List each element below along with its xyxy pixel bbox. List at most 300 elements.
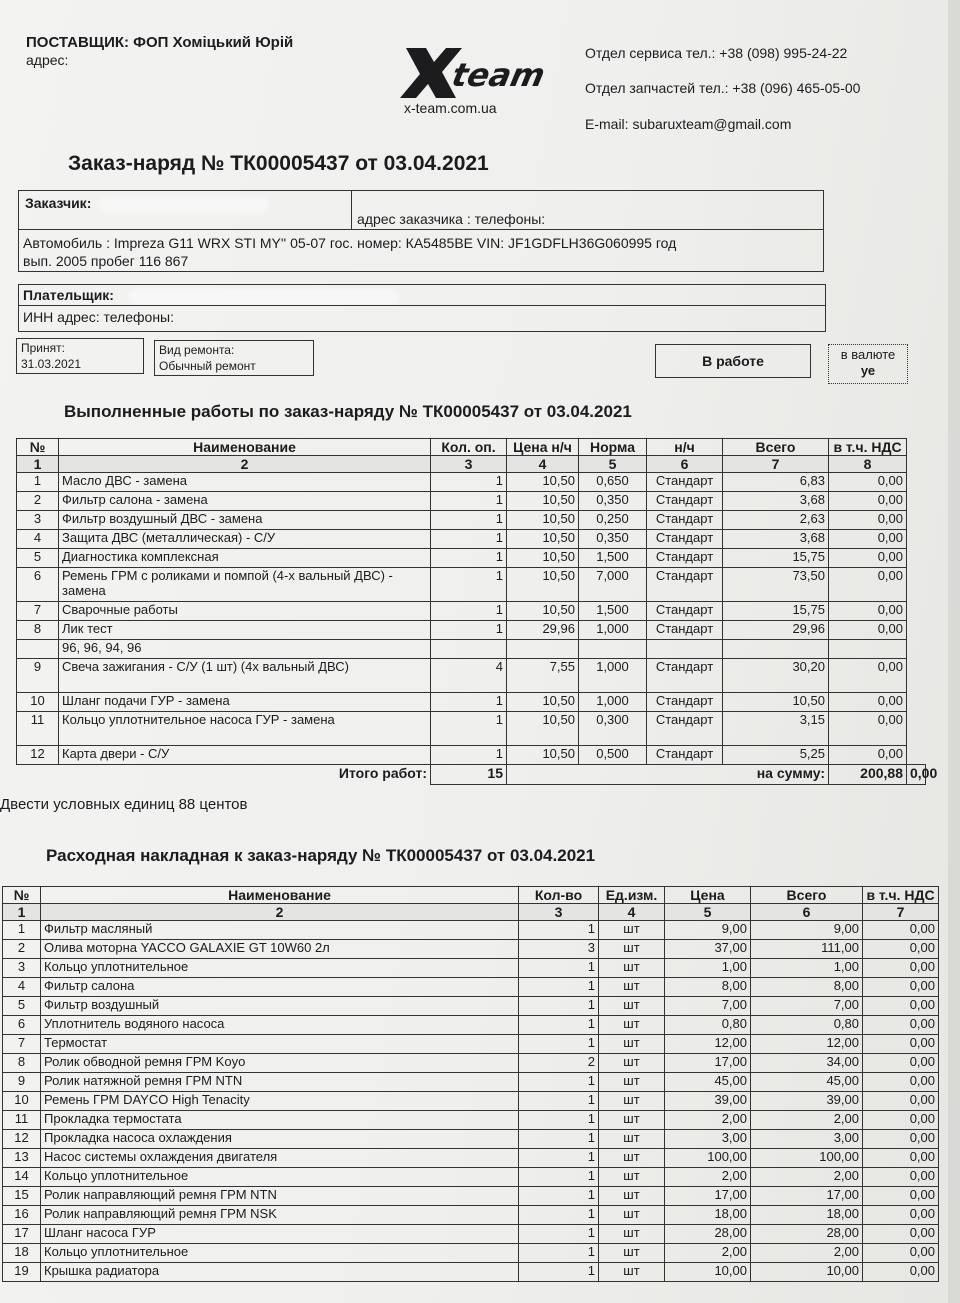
works-header-cell: Кол. оп. <box>431 439 507 456</box>
work-price: 10,50 <box>507 530 579 549</box>
works-header-cell: Наименование <box>59 439 431 456</box>
work-name: Кольцо уплотнительное насоса ГУР - замена <box>59 712 431 746</box>
part-total: 7,00 <box>751 997 863 1016</box>
part-name: Ролик направляющий ремня ГРМ NTN <box>41 1187 519 1206</box>
parts-index-cell: 2 <box>41 904 519 921</box>
work-hour-type <box>647 640 723 659</box>
work-hour-type: Стандарт <box>647 693 723 712</box>
work-hour-type: Стандарт <box>647 530 723 549</box>
work-hour-type: Стандарт <box>647 549 723 568</box>
part-qty: 1 <box>519 921 599 940</box>
work-vat: 0,00 <box>829 530 907 549</box>
parts-row <box>3 1016 939 1035</box>
work-total: 10,50 <box>723 693 829 712</box>
work-vat: 0,00 <box>829 659 907 693</box>
work-norm <box>579 640 647 659</box>
work-price: 10,50 <box>507 712 579 746</box>
part-price: 45,00 <box>665 1073 751 1092</box>
row-number: 9 <box>17 659 59 693</box>
part-vat: 0,00 <box>863 997 939 1016</box>
work-norm: 0,250 <box>579 511 647 530</box>
svg-text:team: team <box>448 56 549 94</box>
work-qty: 1 <box>431 549 507 568</box>
part-vat: 0,00 <box>863 1206 939 1225</box>
row-number: 11 <box>17 712 59 746</box>
part-unit: шт <box>599 1092 665 1111</box>
work-price <box>507 640 579 659</box>
part-unit: шт <box>599 1263 665 1282</box>
parts-row <box>3 1187 939 1206</box>
part-total: 3,00 <box>751 1130 863 1149</box>
works-index-cell: 4 <box>507 456 579 473</box>
row-number <box>17 640 59 659</box>
work-price: 7,55 <box>507 659 579 693</box>
part-unit: шт <box>599 940 665 959</box>
part-qty: 1 <box>519 1092 599 1111</box>
work-hour-type: Стандарт <box>647 746 723 765</box>
parts-header-cell: Всего <box>751 887 863 904</box>
parts-row <box>3 1092 939 1111</box>
part-price: 17,00 <box>665 1054 751 1073</box>
row-number: 4 <box>3 978 41 997</box>
part-qty: 1 <box>519 1168 599 1187</box>
work-price: 10,50 <box>507 549 579 568</box>
work-norm: 0,650 <box>579 473 647 492</box>
parts-section-title: Расходная накладная к заказ-наряду № ТК00005437 от 03.04.2021 <box>46 846 596 865</box>
currency-line1: в валюте <box>840 347 896 362</box>
works-section-title: Выполненные работы по заказ-наряду № ТК00005437 от 03.04.2021 <box>64 402 632 421</box>
part-qty: 1 <box>519 1035 599 1054</box>
work-vat: 0,00 <box>829 511 907 530</box>
row-number: 6 <box>3 1016 41 1035</box>
part-total: 2,00 <box>751 1111 863 1130</box>
work-vat: 0,00 <box>829 621 907 640</box>
part-total: 1,00 <box>751 959 863 978</box>
part-total: 28,00 <box>751 1225 863 1244</box>
work-norm: 1,000 <box>579 621 647 640</box>
works-sum-label: на сумму: <box>507 765 829 785</box>
part-qty: 1 <box>519 1016 599 1035</box>
part-total: 34,00 <box>751 1054 863 1073</box>
part-qty: 1 <box>519 1111 599 1130</box>
part-name: Фильтр салона <box>41 978 519 997</box>
works-header-row <box>17 439 926 456</box>
part-name: Кольцо уплотнительное <box>41 1244 519 1263</box>
part-name: Ролик натяжной ремня ГРМ NTN <box>41 1073 519 1092</box>
part-price: 2,00 <box>665 1111 751 1130</box>
payer-box <box>18 284 826 332</box>
parts-row <box>3 1130 939 1149</box>
works-row <box>17 568 926 602</box>
parts-header-cell: № <box>3 887 41 904</box>
part-price: 12,00 <box>665 1035 751 1054</box>
part-name: Ролик обводной ремня ГРМ Koyo <box>41 1054 519 1073</box>
works-row <box>17 712 926 746</box>
works-row <box>17 693 926 712</box>
part-name: Кольцо уплотнительное <box>41 1168 519 1187</box>
part-unit: шт <box>599 959 665 978</box>
parts-index-cell: 7 <box>863 904 939 921</box>
part-unit: шт <box>599 1225 665 1244</box>
part-qty: 1 <box>519 997 599 1016</box>
part-total: 2,00 <box>751 1168 863 1187</box>
currency-line2: уе <box>860 363 876 378</box>
part-unit: шт <box>599 1187 665 1206</box>
row-number: 5 <box>3 997 41 1016</box>
work-norm: 0,350 <box>579 492 647 511</box>
part-vat: 0,00 <box>863 1016 939 1035</box>
parts-index-cell: 1 <box>3 904 41 921</box>
part-name: Олива моторна YACCO GALAXIE GT 10W60 2л <box>41 940 519 959</box>
part-vat: 0,00 <box>863 1244 939 1263</box>
part-total: 18,00 <box>751 1206 863 1225</box>
parts-header-cell: Цена <box>665 887 751 904</box>
accepted-box <box>16 338 144 374</box>
work-vat: 0,00 <box>829 602 907 621</box>
parts-index-row <box>3 904 939 921</box>
parts-row <box>3 1206 939 1225</box>
parts-row <box>3 1073 939 1092</box>
parts-row <box>3 1225 939 1244</box>
works-total-vat: 0,00 <box>907 765 926 785</box>
part-name: Насос системы охлаждения двигателя <box>41 1149 519 1168</box>
work-hour-type: Стандарт <box>647 712 723 746</box>
order-title: Заказ-наряд № ТК00005437 от 03.04.2021 <box>68 152 489 175</box>
work-hour-type: Стандарт <box>647 659 723 693</box>
work-hour-type: Стандарт <box>647 621 723 640</box>
work-name: Защита ДВС (металлическая) - С/У <box>59 530 431 549</box>
customer-label: Заказчик: <box>25 195 92 211</box>
row-number: 18 <box>3 1244 41 1263</box>
work-norm: 1,000 <box>579 659 647 693</box>
works-header-cell: Цена н/ч <box>507 439 579 456</box>
works-index-cell: 6 <box>647 456 723 473</box>
work-hour-type: Стандарт <box>647 602 723 621</box>
currency-box <box>828 344 908 384</box>
part-unit: шт <box>599 1149 665 1168</box>
work-total: 2,63 <box>723 511 829 530</box>
part-name: Термостат <box>41 1035 519 1054</box>
parts-row <box>3 1244 939 1263</box>
work-total: 73,50 <box>723 568 829 602</box>
work-price: 10,50 <box>507 568 579 602</box>
parts-header-cell: в т.ч. НДС <box>863 887 939 904</box>
parts-header-row <box>3 887 939 904</box>
work-norm: 1,500 <box>579 549 647 568</box>
parts-row <box>3 1149 939 1168</box>
part-unit: шт <box>599 1073 665 1092</box>
work-name: Ремень ГРМ с роликами и помпой (4-х вальный ДВС) - замена <box>59 568 431 602</box>
parts-header-cell: Наименование <box>41 887 519 904</box>
part-qty: 1 <box>519 1244 599 1263</box>
row-number: 14 <box>3 1168 41 1187</box>
work-vat: 0,00 <box>829 568 907 602</box>
work-name: Диагностика комплексная <box>59 549 431 568</box>
repair-type-label: Вид ремонта: <box>159 343 235 357</box>
works-total-row <box>17 765 926 785</box>
supplier-address-label: адрес: <box>26 52 69 68</box>
row-number: 15 <box>3 1187 41 1206</box>
work-qty: 1 <box>431 746 507 765</box>
works-header-cell: в т.ч. НДС <box>829 439 907 456</box>
part-price: 18,00 <box>665 1206 751 1225</box>
work-name: Карта двери - С/У <box>59 746 431 765</box>
work-total: 3,15 <box>723 712 829 746</box>
parts-row <box>3 1111 939 1130</box>
parts-index-cell: 5 <box>665 904 751 921</box>
part-vat: 0,00 <box>863 1073 939 1092</box>
part-total: 12,00 <box>751 1035 863 1054</box>
parts-index-cell: 4 <box>599 904 665 921</box>
work-vat: 0,00 <box>829 473 907 492</box>
part-price: 39,00 <box>665 1092 751 1111</box>
part-vat: 0,00 <box>863 940 939 959</box>
parts-header-cell: Ед.изм. <box>599 887 665 904</box>
payer-label: Плательщик: <box>23 287 114 303</box>
part-vat: 0,00 <box>863 1092 939 1111</box>
part-price: 17,00 <box>665 1187 751 1206</box>
row-number: 10 <box>17 693 59 712</box>
works-index-cell: 5 <box>579 456 647 473</box>
row-number: 3 <box>3 959 41 978</box>
work-total <box>723 640 829 659</box>
works-index-cell: 1 <box>17 456 59 473</box>
part-total: 10,00 <box>751 1263 863 1282</box>
works-table <box>16 438 938 785</box>
work-price: 10,50 <box>507 602 579 621</box>
row-number: 12 <box>3 1130 41 1149</box>
part-name: Фильтр масляный <box>41 921 519 940</box>
parts-phone: Отдел запчастей тел.: +38 (096) 465-05-00 <box>585 80 861 96</box>
part-price: 1,00 <box>665 959 751 978</box>
work-hour-type: Стандарт <box>647 473 723 492</box>
part-unit: шт <box>599 1016 665 1035</box>
part-name: Ролик направляющий ремня ГРМ NSK <box>41 1206 519 1225</box>
row-number: 19 <box>3 1263 41 1282</box>
row-number: 4 <box>17 530 59 549</box>
part-unit: шт <box>599 1130 665 1149</box>
work-hour-type: Стандарт <box>647 568 723 602</box>
part-qty: 1 <box>519 959 599 978</box>
parts-header-cell: Кол-во <box>519 887 599 904</box>
work-norm: 7,000 <box>579 568 647 602</box>
works-row <box>17 746 926 765</box>
part-unit: шт <box>599 1111 665 1130</box>
parts-row <box>3 1035 939 1054</box>
part-total: 9,00 <box>751 921 863 940</box>
work-name: Масло ДВС - замена <box>59 473 431 492</box>
part-price: 28,00 <box>665 1225 751 1244</box>
work-qty: 1 <box>431 602 507 621</box>
parts-row <box>3 1263 939 1282</box>
row-number: 8 <box>17 621 59 640</box>
part-name: Фильтр воздушный <box>41 997 519 1016</box>
parts-row <box>3 921 939 940</box>
part-name: Кольцо уплотнительное <box>41 959 519 978</box>
parts-row <box>3 940 939 959</box>
work-qty: 1 <box>431 621 507 640</box>
work-total: 3,68 <box>723 530 829 549</box>
part-unit: шт <box>599 921 665 940</box>
row-number: 13 <box>3 1149 41 1168</box>
works-total-qty: 15 <box>431 765 507 785</box>
part-qty: 1 <box>519 1263 599 1282</box>
part-qty: 1 <box>519 1187 599 1206</box>
work-hour-type: Стандарт <box>647 492 723 511</box>
row-number: 10 <box>3 1092 41 1111</box>
work-vat <box>829 640 907 659</box>
work-norm: 1,500 <box>579 602 647 621</box>
part-name: Прокладка насоса охлаждения <box>41 1130 519 1149</box>
part-price: 2,00 <box>665 1244 751 1263</box>
part-total: 2,00 <box>751 1244 863 1263</box>
work-norm: 0,500 <box>579 746 647 765</box>
part-name: Крышка радиатора <box>41 1263 519 1282</box>
part-vat: 0,00 <box>863 978 939 997</box>
works-total-label: Итого работ: <box>338 765 427 781</box>
part-vat: 0,00 <box>863 1054 939 1073</box>
part-qty: 1 <box>519 1206 599 1225</box>
part-vat: 0,00 <box>863 1168 939 1187</box>
work-price: 10,50 <box>507 511 579 530</box>
parts-row <box>3 1168 939 1187</box>
work-total: 29,96 <box>723 621 829 640</box>
work-price: 29,96 <box>507 621 579 640</box>
row-number: 2 <box>3 940 41 959</box>
works-header-cell: Всего <box>723 439 829 456</box>
part-price: 9,00 <box>665 921 751 940</box>
works-row <box>17 659 926 693</box>
part-price: 8,00 <box>665 978 751 997</box>
part-price: 100,00 <box>665 1149 751 1168</box>
work-name: 96, 96, 94, 96 <box>59 640 431 659</box>
works-total-sum: 200,88 <box>829 765 907 785</box>
work-vat: 0,00 <box>829 693 907 712</box>
part-unit: шт <box>599 1168 665 1187</box>
work-qty: 1 <box>431 473 507 492</box>
part-name: Шланг насоса ГУР <box>41 1225 519 1244</box>
work-total: 15,75 <box>723 549 829 568</box>
works-row <box>17 549 926 568</box>
part-total: 8,00 <box>751 978 863 997</box>
work-vat: 0,00 <box>829 549 907 568</box>
part-price: 3,00 <box>665 1130 751 1149</box>
row-number: 16 <box>3 1206 41 1225</box>
works-row <box>17 621 926 640</box>
work-total: 30,20 <box>723 659 829 693</box>
parts-row <box>3 1054 939 1073</box>
car-info-line2: вып. 2005 пробег 116 867 <box>23 253 189 269</box>
service-phone: Отдел сервиса тел.: +38 (098) 995-24-22 <box>585 45 848 61</box>
part-vat: 0,00 <box>863 959 939 978</box>
part-vat: 0,00 <box>863 1149 939 1168</box>
works-header-cell: Норма <box>579 439 647 456</box>
row-number: 11 <box>3 1111 41 1130</box>
part-vat: 0,00 <box>863 1225 939 1244</box>
work-qty <box>431 640 507 659</box>
part-unit: шт <box>599 997 665 1016</box>
work-vat: 0,00 <box>829 712 907 746</box>
work-name: Сварочные работы <box>59 602 431 621</box>
works-header-cell: № <box>17 439 59 456</box>
part-unit: шт <box>599 1244 665 1263</box>
row-number: 7 <box>17 602 59 621</box>
redacted-payer <box>129 289 399 305</box>
part-qty: 1 <box>519 1130 599 1149</box>
accepted-date: 31.03.2021 <box>21 357 82 371</box>
works-index-row <box>17 456 926 473</box>
order-state: В работе <box>702 353 764 369</box>
part-unit: шт <box>599 1035 665 1054</box>
work-qty: 1 <box>431 693 507 712</box>
work-price: 10,50 <box>507 693 579 712</box>
payer-details: ИНН адрес: телефоны: <box>23 309 174 325</box>
repair-type-box <box>154 340 314 376</box>
logo-url: x-team.com.ua <box>404 100 497 116</box>
part-total: 17,00 <box>751 1187 863 1206</box>
work-qty: 1 <box>431 492 507 511</box>
work-qty: 1 <box>431 568 507 602</box>
work-name: Фильтр салона - замена <box>59 492 431 511</box>
part-name: Уплотнитель водяного насоса <box>41 1016 519 1035</box>
part-vat: 0,00 <box>863 1187 939 1206</box>
works-header-cell: н/ч <box>647 439 723 456</box>
work-price: 10,50 <box>507 473 579 492</box>
part-price: 0,80 <box>665 1016 751 1035</box>
redacted-customer <box>99 197 269 213</box>
part-vat: 0,00 <box>863 1035 939 1054</box>
part-name: Ремень ГРМ DAYCO High Tenacity <box>41 1092 519 1111</box>
row-number: 1 <box>17 473 59 492</box>
row-number: 3 <box>17 511 59 530</box>
work-vat: 0,00 <box>829 492 907 511</box>
works-index-cell: 7 <box>723 456 829 473</box>
row-number: 8 <box>3 1054 41 1073</box>
part-vat: 0,00 <box>863 1111 939 1130</box>
email: E-mail: subaruxteam@gmail.com <box>585 116 792 132</box>
part-total: 111,00 <box>751 940 863 959</box>
parts-table <box>2 886 939 1282</box>
work-norm: 0,350 <box>579 530 647 549</box>
part-vat: 0,00 <box>863 1263 939 1282</box>
work-total: 15,75 <box>723 602 829 621</box>
work-name: Лик тест <box>59 621 431 640</box>
part-qty: 1 <box>519 1149 599 1168</box>
works-row <box>17 530 926 549</box>
supplier-name: ПОСТАВЩИК: ФОП Хоміцький Юрій <box>26 34 294 51</box>
repair-type: Обычный ремонт <box>159 359 256 373</box>
part-total: 39,00 <box>751 1092 863 1111</box>
works-row <box>17 473 926 492</box>
works-row <box>17 640 926 659</box>
row-number: 5 <box>17 549 59 568</box>
works-index-cell: 2 <box>59 456 431 473</box>
work-price: 10,50 <box>507 746 579 765</box>
work-norm: 1,000 <box>579 693 647 712</box>
work-total: 3,68 <box>723 492 829 511</box>
parts-row <box>3 959 939 978</box>
part-qty: 3 <box>519 940 599 959</box>
part-price: 37,00 <box>665 940 751 959</box>
work-name: Шланг подачи ГУР - замена <box>59 693 431 712</box>
works-row <box>17 511 926 530</box>
amount-in-words: Двести условных единиц 88 центов <box>0 796 248 813</box>
part-qty: 2 <box>519 1054 599 1073</box>
work-qty: 1 <box>431 530 507 549</box>
row-number: 9 <box>3 1073 41 1092</box>
part-total: 45,00 <box>751 1073 863 1092</box>
part-price: 10,00 <box>665 1263 751 1282</box>
